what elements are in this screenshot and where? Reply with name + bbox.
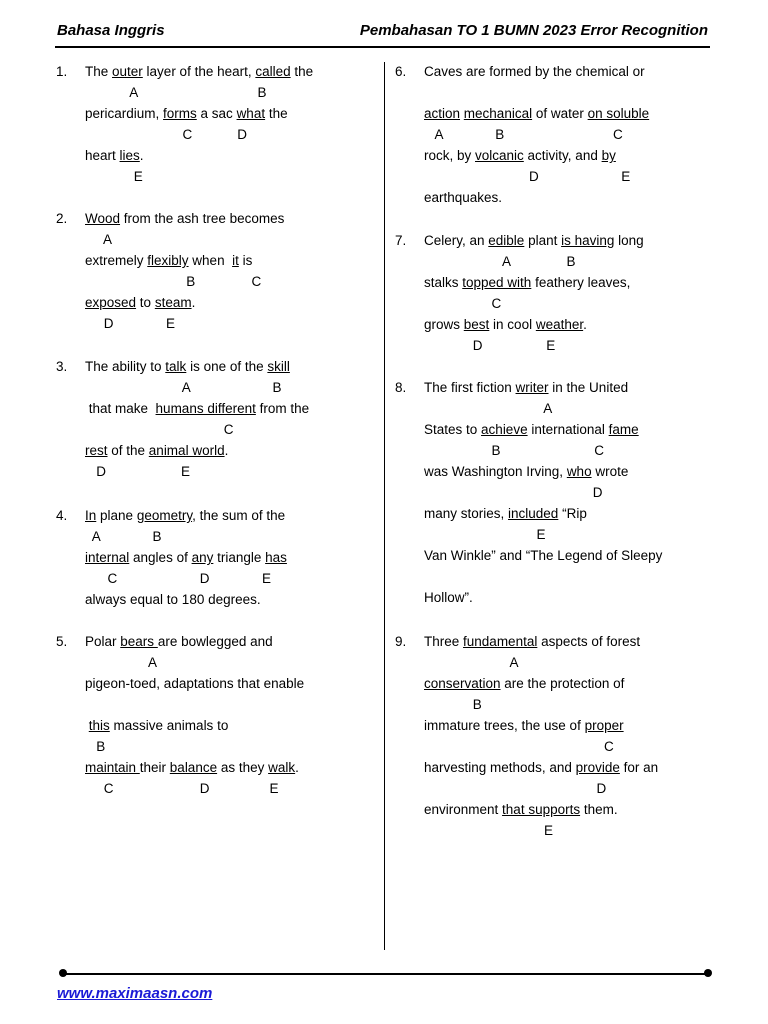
question-line: D E: [424, 169, 631, 184]
question-line: Hollow”.: [424, 590, 473, 605]
underlined-option: proper: [584, 718, 624, 733]
footer-website-link[interactable]: www.maximaasn.com: [57, 985, 213, 1002]
underlined-option: exposed: [85, 295, 137, 310]
question-line: heart lies.: [85, 148, 144, 163]
underlined-option: is having: [561, 233, 615, 248]
question-line: B: [85, 739, 106, 754]
underlined-option: provide: [575, 760, 620, 775]
question-line: [424, 566, 662, 587]
underlined-option: steam: [154, 295, 192, 310]
question-text: [424, 230, 644, 356]
question-number: 1.: [56, 64, 68, 79]
question-line: C: [424, 739, 614, 754]
question-line: this massive animals to: [88, 718, 229, 733]
underlined-option: geometry: [136, 508, 193, 523]
underlined-option: bears: [120, 634, 158, 649]
underlined-option: topped with: [462, 275, 532, 290]
question-line: A B C: [424, 127, 623, 142]
underlined-option: best: [463, 317, 490, 332]
question-line: Three fundamental aspects of forest: [424, 634, 641, 649]
underlined-option: balance: [169, 760, 218, 775]
question-line: stalks topped with feathery leaves,: [424, 275, 631, 290]
question-line: A: [85, 655, 158, 670]
question-line: C D E: [85, 571, 272, 586]
question-line: internal angles of any triangle has: [85, 550, 287, 565]
question-line: was Washington Irving, who wrote: [424, 464, 629, 479]
underlined-option: maintain: [85, 760, 140, 775]
footer-rule-right-dot: [704, 969, 712, 977]
question-number: 7.: [395, 233, 407, 248]
question-line: C D E: [85, 781, 279, 796]
question-line: D: [424, 781, 607, 796]
question-line: Caves are formed by the chemical or: [424, 64, 645, 79]
underlined-option: Wood: [85, 211, 121, 226]
underlined-option: humans different: [155, 401, 256, 416]
question-line: A: [424, 655, 519, 670]
question-line: B: [424, 697, 482, 712]
question-line: rock, by volcanic activity, and by: [424, 148, 616, 163]
question-line: The first fiction writer in the United: [424, 380, 629, 395]
underlined-option: outer: [112, 64, 143, 79]
question-line: E: [424, 527, 546, 542]
question-text: [424, 631, 658, 841]
question-line: D E: [85, 316, 176, 331]
footer-rule: [63, 973, 708, 975]
underlined-option: it: [232, 253, 239, 268]
underlined-option: included: [508, 506, 559, 521]
underlined-option: conservation: [424, 676, 501, 691]
question-line: C: [85, 422, 234, 437]
question-line: The ability to talk is one of the skill: [85, 359, 290, 374]
question-line: Celery, an edible plant is having long: [424, 233, 644, 248]
underlined-option: action: [424, 106, 461, 121]
question-line: that make humans different from the: [85, 401, 310, 416]
underlined-option: forms: [163, 106, 197, 121]
question-number: 8.: [395, 380, 407, 395]
question-line: [85, 694, 304, 715]
question-text: [85, 61, 313, 187]
question-text: [424, 377, 662, 608]
underlined-option: skill: [267, 359, 290, 374]
question-line: rest of the animal world.: [85, 443, 229, 458]
question-line: In plane geometry, the sum of the: [85, 508, 286, 523]
question-number: 5.: [56, 634, 68, 649]
question-number: 4.: [56, 508, 68, 523]
question-line: C D: [85, 127, 248, 142]
underlined-option: volcanic: [475, 148, 524, 163]
question-line: exposed to steam.: [85, 295, 196, 310]
question-line: extremely flexibly when it is: [85, 253, 253, 268]
underlined-option: edible: [488, 233, 525, 248]
underlined-option: flexibly: [147, 253, 189, 268]
question-text: [85, 356, 309, 482]
underlined-option: on soluble: [587, 106, 650, 121]
question-text: [85, 631, 304, 799]
question-number: 9.: [395, 634, 407, 649]
question-line: A: [424, 401, 553, 416]
question-line: A: [85, 232, 113, 247]
underlined-option: has: [265, 550, 287, 565]
question-line: Wood from the ash tree becomes: [85, 211, 285, 226]
column-divider: [384, 62, 385, 950]
question-line: many stories, included “Rip: [424, 506, 587, 521]
header-title: Pembahasan TO 1 BUMN 2023 Error Recognition: [359, 22, 708, 39]
underlined-option: by: [601, 148, 616, 163]
underlined-option: who: [566, 464, 592, 479]
underlined-option: achieve: [481, 422, 528, 437]
question-line: B C: [424, 443, 605, 458]
underlined-option: this: [88, 718, 110, 733]
question-line: maintain their balance as they walk.: [85, 760, 299, 775]
question-line: [424, 82, 649, 103]
underlined-option: animal world: [148, 443, 225, 458]
question-line: earthquakes.: [424, 190, 503, 205]
underlined-option: talk: [165, 359, 187, 374]
question-line: States to achieve international fame: [424, 422, 639, 437]
question-line: The outer layer of the heart, called the: [85, 64, 314, 79]
question-line: Polar bears are bowlegged and: [85, 634, 273, 649]
question-number: 2.: [56, 211, 68, 226]
underlined-option: In: [85, 508, 97, 523]
header-rule: [55, 46, 710, 48]
underlined-option: writer: [515, 380, 549, 395]
underlined-option: fame: [608, 422, 639, 437]
question-line: A B: [85, 529, 162, 544]
question-line: grows best in cool weather.: [424, 317, 587, 332]
underlined-option: lies: [119, 148, 140, 163]
question-line: C: [424, 296, 502, 311]
question-line: A B: [424, 254, 576, 269]
underlined-option: walk: [268, 760, 296, 775]
question-line: Van Winkle” and “The Legend of Sleepy: [424, 548, 663, 563]
question-line: D E: [424, 338, 556, 353]
question-line: always equal to 180 degrees.: [85, 592, 261, 607]
question-text: [85, 505, 287, 610]
underlined-option: mechanical: [463, 106, 533, 121]
question-line: E: [424, 823, 554, 838]
underlined-option: what: [236, 106, 266, 121]
underlined-option: rest: [85, 443, 108, 458]
question-text: [85, 208, 284, 334]
underlined-option: that supports: [502, 802, 581, 817]
question-number: 3.: [56, 359, 68, 374]
header-subject: Bahasa Inggris: [57, 22, 165, 39]
underlined-option: weather: [535, 317, 584, 332]
question-number: 6.: [395, 64, 407, 79]
footer-rule-left-dot: [59, 969, 67, 977]
question-line: environment that supports them.: [424, 802, 618, 817]
question-text: [424, 61, 649, 208]
question-line: B C: [85, 274, 262, 289]
question-line: harvesting methods, and provide for an: [424, 760, 659, 775]
question-line: A B: [85, 380, 282, 395]
question-line: A B: [85, 85, 267, 100]
underlined-option: internal: [85, 550, 130, 565]
question-line: conservation are the protection of: [424, 676, 625, 691]
underlined-option: fundamental: [463, 634, 538, 649]
question-line: pericardium, forms a sac what the: [85, 106, 288, 121]
question-line: immature trees, the use of proper: [424, 718, 624, 733]
question-line: E: [85, 169, 143, 184]
underlined-option: called: [255, 64, 291, 79]
question-line: D: [424, 485, 603, 500]
underlined-option: any: [191, 550, 214, 565]
question-line: action mechanical of water on soluble: [424, 106, 650, 121]
question-line: pigeon-toed, adaptations that enable: [85, 676, 305, 691]
question-line: D E: [85, 464, 191, 479]
